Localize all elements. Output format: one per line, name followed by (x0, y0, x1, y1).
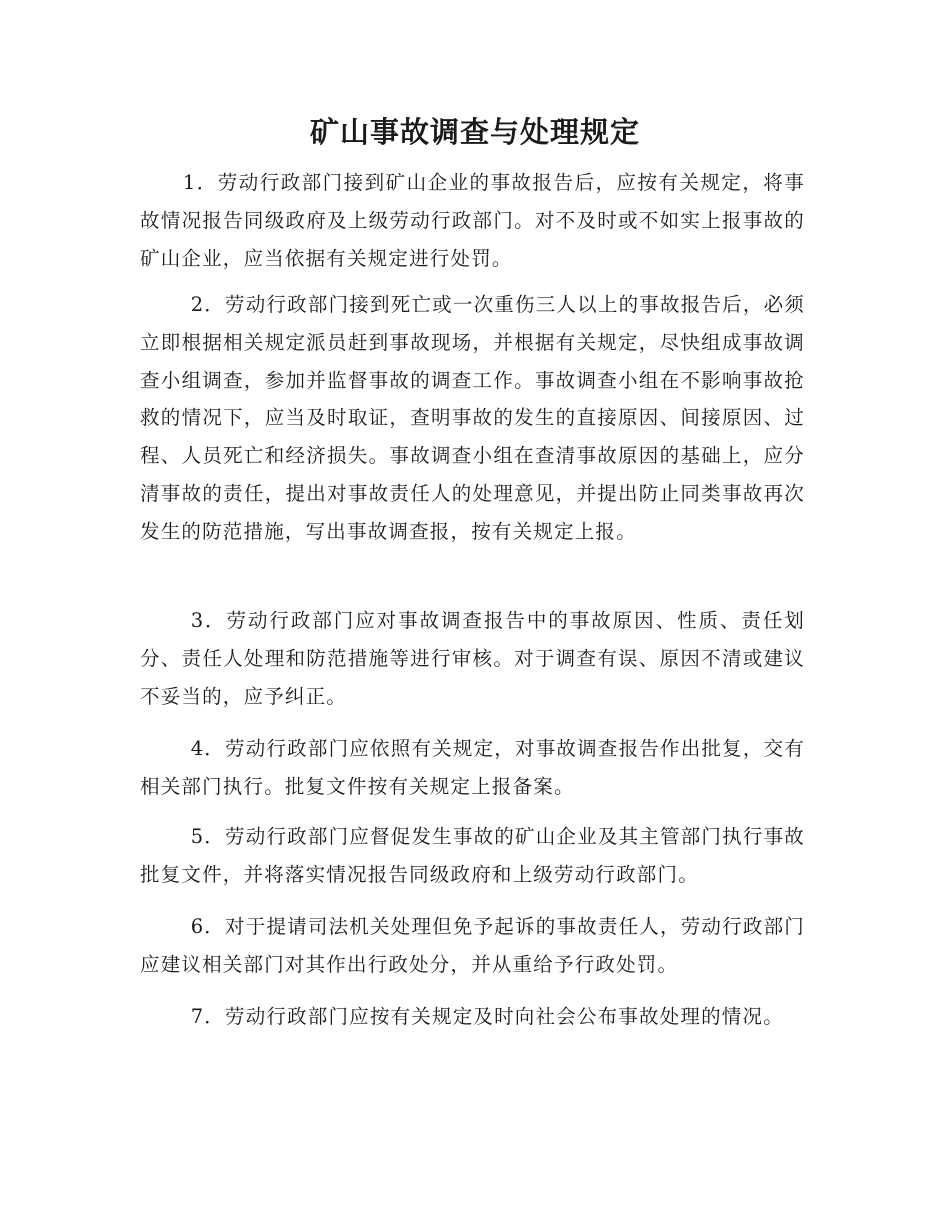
paragraph-7: 7．劳动行政部门应按有关规定及时向社会公布事故处理的情况。 (190, 1005, 784, 1028)
paragraph-6: 6．对于提请司法机关处理但免予起诉的事故责任人，劳动行政部门应建议相关部门对其作出行政处分，并从重给予行政处罚。 (140, 915, 805, 976)
paragraph-5: 5．劳动行政部门应督促发生事故的矿山企业及其主管部门执行事故批复文件，并将落实情况报告同级政府和上级劳动行政部门。 (140, 825, 805, 886)
paragraph-1: 1．劳动行政部门接到矿山企业的事故报告后，应按有关规定，将事故情况报告同级政府及上级劳动行政部门。对不及时或不如实上报事故的矿山企业，应当依据有关规定进行处罚。 (140, 171, 805, 270)
paragraph-3: 3．劳动行政部门应对事故调查报告中的事故原因、性质、责任划分、责任人处理和防范措施等进行审核。对于调查有误、原因不清或建议不妥当的，应予纠正。 (140, 609, 805, 708)
paragraph-2: 2．劳动行政部门接到死亡或一次重伤三人以上的事故报告后，必须立即根据相关规定派员赶到事故现场，并根据有关规定，尽快组成事故调查小组调查，参加并监督事故的调查工作。事故调查小组在不影响事故抢救的情况下，应当及时取证，查明事故的发生的直接原因、间接原因、过程、人员死亡和经济损失。事故调查小组在查清事故原因的基础上，应分清事故的责任，提出对事故责任人的处理意见，并提出防止同类事故再次发生的防范措施，写出事故调查报，按有关规定上报。 (140, 293, 805, 543)
document-title: 矿山事故调查与处理规定 (309, 115, 640, 149)
paragraph-4: 4．劳动行政部门应依照有关规定，对事故调查报告作出批复，交有相关部门执行。批复文件按有关规定上报备案。 (140, 737, 805, 798)
